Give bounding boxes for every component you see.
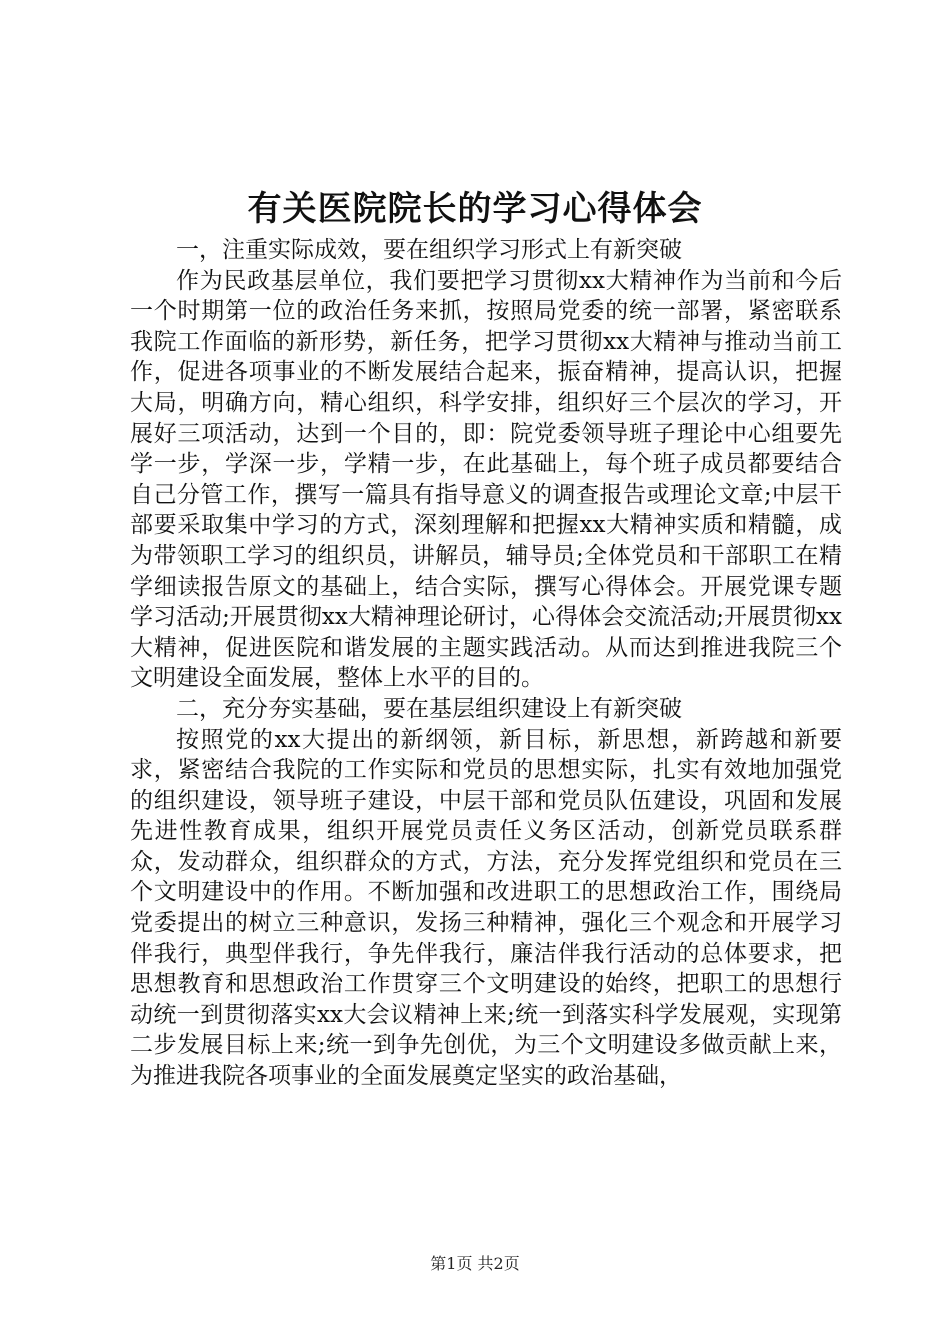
section-heading-1: 一，注重实际成效，要在组织学习形式上有新突破 — [176, 237, 682, 263]
page-number: 第1页 共2页 — [430, 1254, 520, 1273]
body-paragraph-1: 作为民政基层单位，我们要把学习贯彻xx大精神作为当前和今后一个时期第一位的政治任务来抓，按照局党委的统一部署，紧密联系我院工作面临的新形势，新任务，把学习贯彻xx大精神与推动当前工作，促进各项事业的不断发展结合起来，振奋精神，提高认识，把握大局，明确方向，精心组织，科学安排，组织好三个层次的学习，开展好三项活动，达到一个目的，即：院党委领导班子理论中心组要先学一步，学深一步，学精一步，在此基础上，每个班子成员都要结合自己分管工作，撰写一篇具有指导意义的调查报告或理论文章;中层干部要采取集中学习的方式，深刻理解和把握xx大精神实质和精髓，成为带领职工学习的组织员，讲解员，辅导员;全体党员和干部职工在精学细读报告原文的基础上，结合实际，撰写心得体会。开展党课专题学习活动;开展贯彻xx大精神理论研讨，心得体会交流活动;开展贯彻xx大精神，促进医院和谐发展的主题实践活动。从而达到推进我院三个文明建设全面发展，整体上水平的目的。 — [130, 267, 842, 692]
body-paragraph-2: 按照党的xx大提出的新纲领，新目标，新思想，新跨越和新要求，紧密结合我院的工作实际和党员的思想实际，扎实有效地加强党的组织建设，领导班子建设，中层干部和党员队伍建设，巩固和发展先进性教育成果，组织开展党员责任义务区活动，创新党员联系群众，发动群众，组织群众的方式，方法，充分发挥党组织和党员在三个文明建设中的作用。不断加强和改进职工的思想政治工作，围绕局党委提出的树立三种意识，发扬三种精神，强化三个观念和开展学习伴我行，典型伴我行，争先伴我行，廉洁伴我行活动的总体要求，把思想教育和思想政治工作贯穿三个文明建设的始终，把职工的思想行动统一到贯彻落实xx大会议精神上来;统一到落实科学发展观，实现第二步发展目标上来;统一到争先创优，为三个文明建设多做贡献上来，为推进我院各项事业的全面发展奠定坚实的政治基础， — [130, 726, 842, 1090]
section-heading-2: 二，充分夯实基础，要在基层组织建设上有新突破 — [176, 695, 682, 722]
document-title: 有关医院院长的学习心得体会 — [247, 189, 703, 229]
document-body — [130, 235, 842, 1092]
